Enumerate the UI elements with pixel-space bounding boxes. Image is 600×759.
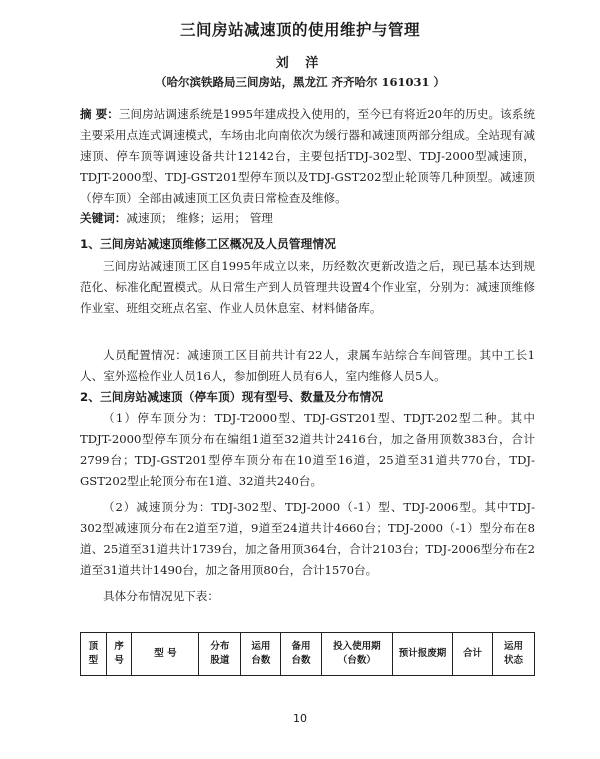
table-header-cell: 顶 型 bbox=[81, 633, 107, 676]
abstract bbox=[80, 104, 535, 209]
table-header-cell: 备用 台数 bbox=[281, 633, 321, 676]
table-header-cell: 合计 bbox=[452, 633, 492, 676]
table-header-cell: 序 号 bbox=[106, 633, 132, 676]
table-header-row bbox=[81, 633, 535, 676]
keywords-text: 减速顶； 维修；运用； 管理 bbox=[126, 211, 273, 225]
table-header-cell: 运用 台数 bbox=[241, 633, 281, 676]
abstract-label: 摘 要： bbox=[80, 107, 119, 121]
section-2-paragraph-3: 具体分布情况见下表： bbox=[103, 589, 219, 603]
section-2-paragraph-1: （1）停车顶分为：TDJ-T2000型、TDJ-GST201型、TDJT-202型二种。其中TDJT-2000型停车顶分布在编组1道至32道共计2416台，加之备用顶数383台，合计2799台；TDJ-GST201型停车顶分布在10道至16道，25道至31道共770台，TDJ-GST202型止轮顶分布在1道、32道共240台。 bbox=[80, 411, 535, 488]
section-1-paragraph-1: 三间房站减速顶工区自1995年成立以来，历经数次更新改造之后，现已基本达到规范化、标准化配置模式。从日常生产到人员管理共设置4个作业室，分别为：减速顶维修作业室、班组交班点名室、作业人员休息室、材料储备库。 bbox=[80, 259, 535, 315]
author-name: 刘 洋 bbox=[275, 56, 325, 71]
table-header-cell: 运用 状态 bbox=[493, 633, 535, 676]
distribution-table bbox=[80, 632, 535, 676]
section-1-paragraph-2: 人员配置情况：减速顶工区目前共计有22人，隶属车站综合车间管理。其中工长1人、室外巡检作业人员16人，参加倒班人员有6人，室内维修人员5人。 bbox=[80, 348, 535, 383]
table-header-cell: 分布 股道 bbox=[199, 633, 241, 676]
section-heading-1: 1、三间房站减速顶维修工区概况及人员管理情况 bbox=[80, 237, 336, 251]
section-2-paragraph-2: （2）减速顶分为：TDJ-302型、TDJ-2000（-1）型、TDJ-2006型。其中TDJ-302型减速顶分布在2道至7道，9道至24道共计4660台；TDJ-2000（-1）型分布在8道、25道至31道共计1739台，加之备用顶364台，合计2103台；TDJ-2006型分布在2道至31道共计1490台，加之备用顶80台，合计1570台。 bbox=[80, 500, 535, 577]
table-header-cell: 预计报废期 bbox=[393, 633, 453, 676]
table-header-cell: 投入使用期 （台数） bbox=[321, 633, 393, 676]
paper-title: 三间房站减速顶的使用维护与管理 bbox=[179, 21, 420, 39]
keywords bbox=[80, 208, 535, 229]
author-affiliation: （哈尔滨铁路局三间房站，黑龙江 齐齐哈尔 161031 ） bbox=[154, 75, 446, 89]
abstract-text: 三间房站调速系统是1995年建成投入使用的，至今已有将近20年的历史。该系统主要采用点连式调速模式，车场由北向南依次为缓行器和减速顶两部分组成。全站现有减速顶、停车顶等调速设备共计12142台，主要包括TDJ-302型、TDJ-2000型减速顶，TDJT-2000型、TDJ-GST201型停车顶以及TDJ-GST202型止轮顶等几种顶型。减速顶（停车顶）全部由减速顶工区负责日常检查及维修。 bbox=[80, 107, 535, 205]
table-header-cell: 型 号 bbox=[132, 633, 199, 676]
keywords-label: 关键词： bbox=[80, 211, 127, 225]
page-number: 10 bbox=[293, 712, 307, 725]
section-heading-2: 2、三间房站减速顶（停车顶）现有型号、数量及分布情况 bbox=[80, 390, 384, 404]
